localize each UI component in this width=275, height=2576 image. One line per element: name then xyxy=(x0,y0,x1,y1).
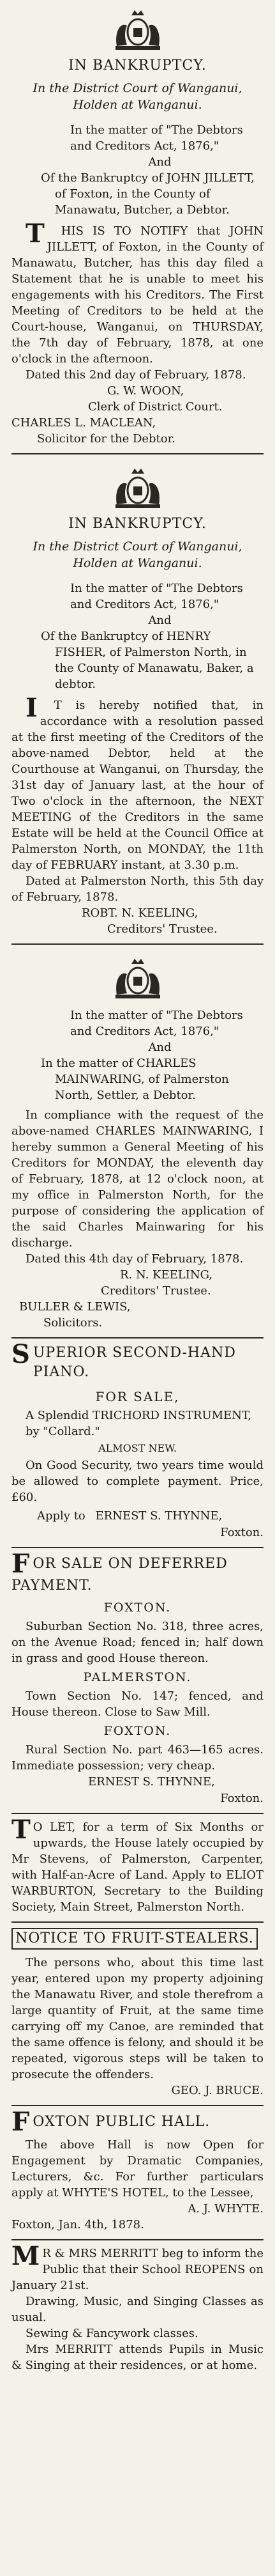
dated-line: Dated this 4th day of February, 1878. xyxy=(26,1252,244,1266)
matter-debtor: In the matter of CHARLES MAINWARING, of Palmerston North, Settler, a Debtor. xyxy=(41,1057,229,1102)
signer-name: ROBT. N. KEELING, xyxy=(82,906,198,920)
notice-heading: IN BANKRUPTCY. xyxy=(68,516,207,532)
signer-title: Creditors' Trustee. xyxy=(101,1284,211,1298)
notice-piano-sale xyxy=(11,1338,264,1548)
matter-act: In the matter of "The Debtors and Creditors Act, 1876," xyxy=(70,1009,243,1038)
town-heading: PALMERSTON. xyxy=(83,1670,192,1684)
court-name: In the District Court of Wanganui, Holden at Wanganui. xyxy=(33,539,242,570)
school-announcement: MR & MRS MERRITT beg to inform the Public that their School REOPENS on January 21st. xyxy=(11,2241,264,2292)
matter-bankruptcy: Of the Bankruptcy of JOHN JILLETT, of Foxton, in the County of Manawatu, Butcher, a Debtor. xyxy=(41,171,255,217)
signer-title: Clerk of District Court. xyxy=(88,400,223,414)
agent-place: Foxton. xyxy=(220,1792,264,1805)
property-palmerston-town: Town Section No. 147; fenced, and House thereon. Close to Saw Mill. xyxy=(11,1689,264,1719)
royal-crest-icon xyxy=(103,465,173,512)
notice-heading: SUPERIOR SECOND-HAND PIANO. xyxy=(11,1339,236,1380)
notice-mainwaring xyxy=(11,945,264,1338)
agent-place: Foxton. xyxy=(220,1526,264,1539)
dated-line: Foxton, Jan. 4th, 1878. xyxy=(11,2218,144,2231)
notice-bankruptcy-fisher xyxy=(11,454,264,945)
solicitor-name: CHARLES L. MACLEAN, xyxy=(11,416,156,430)
notice-to-let xyxy=(11,1814,264,1923)
and-label: And xyxy=(148,1041,172,1054)
and-label: And xyxy=(148,155,172,169)
matter-bankruptcy: Of the Bankruptcy of HENRY FISHER, of Palmerston North, in the County of Manawatu, Baker, a debtor. xyxy=(41,630,254,691)
town-heading: FOXTON. xyxy=(103,1724,172,1738)
matter-act: In the matter of "The Debtors and Creditors Act, 1876," xyxy=(70,123,243,153)
notice-heading: FOR SALE ON DEFERRED PAYMENT. xyxy=(11,1549,228,1594)
terms-text: On Good Security, two years time would be allowed to complete payment. Price, £60. xyxy=(11,1459,264,1504)
notice-public-hall xyxy=(11,2106,264,2240)
dated-line: Dated at Palmerston North, this 5th day of February, 1878. xyxy=(11,874,264,904)
solicitor-name: BULLER & LEWIS, xyxy=(19,1300,131,1314)
royal-crest-icon xyxy=(103,955,173,1002)
town-heading: FOXTON. xyxy=(103,1601,172,1615)
notice-deferred-payment xyxy=(11,1548,264,1814)
signer-name: G. W. WOON, xyxy=(107,384,184,398)
notice-heading: IN BANKRUPTCY. xyxy=(68,58,207,74)
royal-crest-icon xyxy=(103,6,173,54)
notice-body: The persons who, about this time last year, entered upon my property adjoining the Manawatu River, and stole therefrom a large quantity of Fruit, at the same time carrying off my Canoe, are reminded that the same offence is felony, and should it be repeated, vigorous steps will be taken to prosecute the offenders. xyxy=(11,1956,264,2081)
agent-name: ERNEST S. THYNNE, xyxy=(88,1775,215,1788)
agent-name: ERNEST S. THYNNE, xyxy=(95,1509,223,1523)
apply-label: Apply to xyxy=(37,1509,85,1523)
notice-body: TO LET, for a term of Six Months or upwards, the House lately occupied by Mr Stevens, of Palmerston, Carpenter, with Half-an-Acre of Land. Apply to ELIOT WARBURTON, Secretary to the Building Society, Main Street, Palmerston North. xyxy=(11,1815,264,1914)
notice-body: IT is hereby notified that, in accordance with a resolution passed at the first meeting of the Creditors of the above-named Debtor, held at the Courthouse at Wanganui, on Thursday, the 31st day of January last, at the hour of Two o'clock in the afternoon, the NEXT MEETING of the Creditors in the same Estate will be held at the Council Office at Palmerston North, on MONDAY, the 11th day of FEBRUARY instant, at 3.30 p.m. xyxy=(11,693,264,872)
matter-act: In the matter of "The Debtors and Creditors Act, 1876," xyxy=(70,582,243,611)
dated-line: Dated this 2nd day of February, 1878. xyxy=(26,368,246,382)
home-tuition: Mrs MERRITT attends Pupils in Music & Singing at their residences, or at home. xyxy=(11,2343,264,2372)
for-sale-label: FOR SALE, xyxy=(95,1389,180,1404)
signer-name: GEO. J. BRUCE. xyxy=(171,2084,264,2097)
notice-body: In compliance with the request of the above-named CHARLES MAINWARING, I hereby summon a General Meeting of his Creditors for MONDAY, the eleventh day of February, 1878, at 12 o'clock noon, at my office in Palmerston North, for the purpose of considering the application of the said Charles Mainwaring for his discharge. xyxy=(11,1108,264,1250)
property-foxton-suburban: Suburban Section No. 318, three acres, on the Avenue Road; fenced in; half down in grass and good House thereon. xyxy=(11,1620,264,1665)
notice-heading: FOXTON PUBLIC HALL. xyxy=(11,2107,211,2137)
solicitor-title: Solicitors. xyxy=(43,1316,103,1330)
court-name: In the District Court of Wanganui, Holden at Wanganui. xyxy=(33,81,242,112)
signer-name: R. N. KEELING, xyxy=(120,1268,213,1282)
notice-body: The above Hall is now Open for Engagement by Dramatic Companies, Lecturers, &c. For further particulars apply at WHYTE'S HOTEL, to the Lessee, xyxy=(11,2138,264,2200)
notice-merritt-school xyxy=(11,2240,264,2373)
piano-description: A Splendid TRICHORD INSTRUMENT, by "Collard." xyxy=(26,1409,252,1438)
classes-drawing-music: Drawing, Music, and Singing Classes as usual. xyxy=(11,2295,264,2324)
notice-fruit-stealers xyxy=(11,1923,264,2106)
signer-name: A. J. WHYTE. xyxy=(188,2202,264,2215)
notice-heading: NOTICE TO FRUIT-STEALERS. xyxy=(11,1928,258,1950)
notice-bankruptcy-jillett xyxy=(11,0,264,454)
classes-sewing: Sewing & Fancywork classes. xyxy=(26,2327,198,2340)
signer-title: Creditors' Trustee. xyxy=(107,922,218,936)
notice-body: THIS IS TO NOTIFY that JOHN JILLETT, of Foxton, in the County of Manawatu, Butcher, has this day filed a Statement that he is unable to meet his engagements with his Creditors. The First Meeting of Creditors to be held at the Court-house, Wanganui, on THURSDAY, the 7th day of February, 1878, at one o'clock in the afternoon. xyxy=(11,219,264,366)
condition-label: ALMOST NEW. xyxy=(98,1442,177,1454)
property-foxton-rural: Rural Section No. part 463—165 acres. Immediate possession; very cheap. xyxy=(11,1743,264,1773)
and-label: And xyxy=(148,614,172,627)
solicitor-title: Solicitor for the Debtor. xyxy=(37,432,175,446)
